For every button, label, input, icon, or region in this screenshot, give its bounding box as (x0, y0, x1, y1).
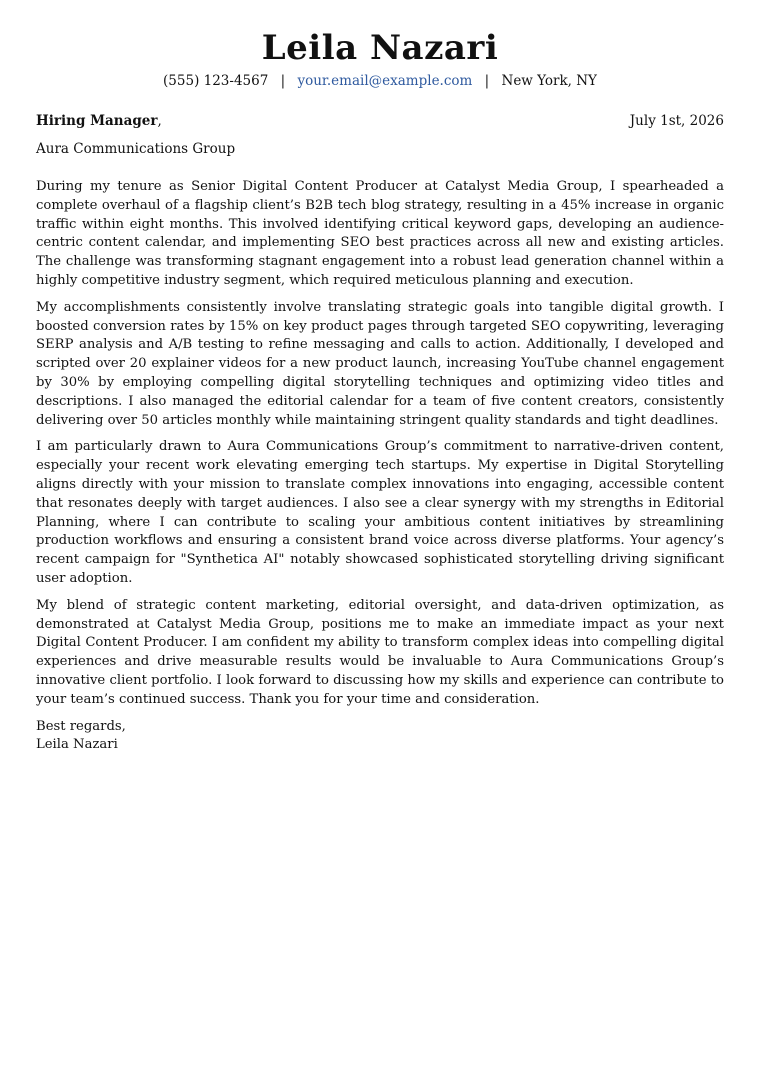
contact-line (36, 72, 724, 90)
contact-separator: | (280, 73, 286, 89)
contact-separator: | (484, 73, 490, 89)
company-name: Aura Communications Group (36, 141, 236, 157)
letter-date: July 1st, 2026 (629, 113, 724, 129)
applicant-name: Leila Nazari (261, 28, 499, 68)
phone-number: (555) 123-4567 (163, 73, 269, 89)
signature-name: Leila Nazari (36, 737, 118, 753)
body-paragraph: My blend of strategic content marketing, editorial oversight, and data-driven optimization, as demonstrated at Catalyst Media Group, positions me to make an immediate impact as your next Digital Content Producer. I am confident my ability to transform complex ideas into compelling digital experiences and drive measurable results would be invaluable to Aura Communications Group’s innovative client portfolio. I look forward to discussing how my skills and experience can contribute to your team’s continued success. Thank you for your time and consideration. (36, 597, 724, 707)
recipient-name: Hiring Manager (36, 113, 158, 129)
letter-body (36, 178, 724, 710)
email-link[interactable]: your.email@example.com (297, 73, 473, 89)
salutation-date-row (36, 112, 724, 130)
closing-phrase: Best regards, (36, 718, 126, 734)
body-paragraph: My accomplishments consistently involve translating strategic goals into tangible digital growth. I boosted conversion rates by 15% on key product pages through targeted SEO copywriting, leveraging SERP analysis and A/B testing to refine messaging and calls to action. Additionally, I developed and scripted over 20 explainer videos for a new product launch, increasing YouTube channel engagement by 30% by employing compelling digital storytelling techniques and optimizing video titles and descriptions. I also managed the editorial calendar for a team of five content creators, consistently delivering over 50 articles monthly while maintaining stringent quality standards and tight deadlines. (36, 299, 724, 428)
body-paragraph: During my tenure as Senior Digital Content Producer at Catalyst Media Group, I spearheaded a complete overhaul of a flagship client’s B2B tech blog strategy, resulting in a 45% increase in organic traffic within eight months. This involved identifying critical keyword gaps, developing an audience-centric content calendar, and implementing SEO best practices across all new and existing articles. The challenge was transforming stagnant engagement into a robust lead generation channel within a highly competitive industry segment, which required meticulous planning and execution. (36, 179, 724, 288)
salutation (36, 112, 162, 130)
body-paragraph: I am particularly drawn to Aura Communications Group’s commitment to narrative-driven content, especially your recent work elevating emerging tech startups. My expertise in Digital Storytelling aligns directly with your mission to translate complex innovations into engaging, accessible content that resonates deeply with target audiences. I also see a clear synergy with my strengths in Editorial Planning, where I can contribute to scaling your ambitious content initiatives by streamlining production workflows and ensuring a consistent brand voice across diverse platforms. Your agency’s recent campaign for "Synthetica AI" notably showcased sophisticated storytelling driving significant user adoption. (36, 439, 724, 586)
location: New York, NY (501, 73, 597, 89)
closing-block (36, 718, 724, 756)
salutation-punctuation: , (157, 113, 162, 129)
